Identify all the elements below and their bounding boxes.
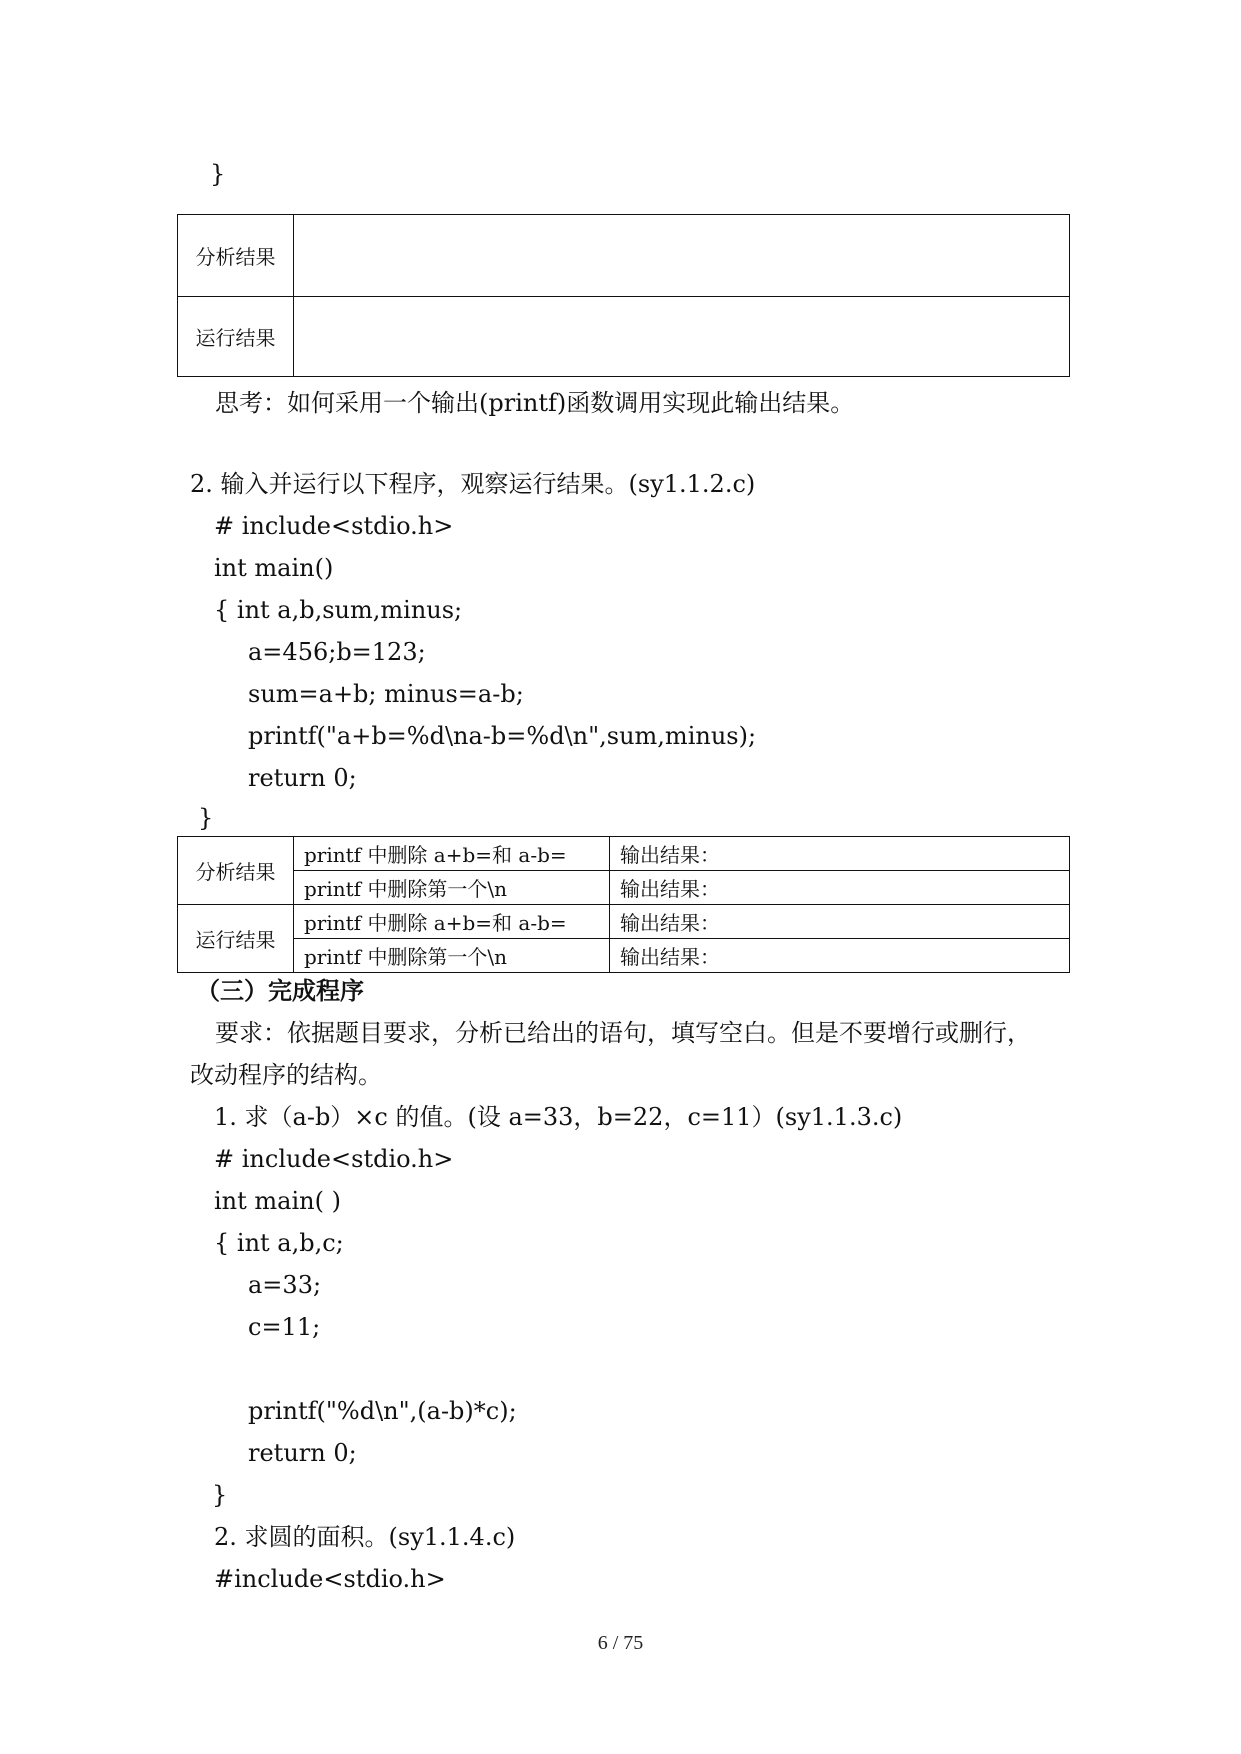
code-closing-brace: } [210, 160, 226, 188]
code-line: { int a,b,sum,minus; [214, 596, 463, 624]
page-number: 6 / 75 [597, 1632, 644, 1654]
table-row [178, 837, 1070, 871]
table-condition: printf 中删除 a+b=和 a-b= [294, 905, 610, 939]
table-row [178, 215, 1070, 297]
table-value-run [294, 297, 1070, 377]
code-line: return 0; [248, 764, 357, 792]
table-output: 输出结果： [610, 871, 1070, 905]
table-row [178, 939, 1070, 973]
table-label-run: 运行结果 [178, 297, 294, 377]
table-label-analysis: 分析结果 [178, 215, 294, 297]
table-row [178, 297, 1070, 377]
question-2-title: 2. 求圆的面积。(sy1.1.4.c) [214, 1523, 516, 1551]
table-output: 输出结果： [610, 837, 1070, 871]
section-2-title: 2. 输入并运行以下程序，观察运行结果。(sy1.1.2.c) [190, 470, 756, 498]
table-condition: printf 中删除 a+b=和 a-b= [294, 837, 610, 871]
code-line: #include<stdio.h> [214, 1565, 446, 1593]
code-line: int main( ) [214, 1187, 341, 1215]
code-line: } [212, 1481, 228, 1509]
code-line: int main() [214, 554, 334, 582]
table-row [178, 871, 1070, 905]
code-line: printf("a+b=%d\na-b=%d\n",sum,minus); [248, 722, 757, 750]
table-label-analysis: 分析结果 [178, 837, 294, 905]
table-output: 输出结果： [610, 939, 1070, 973]
code-line: # include<stdio.h> [214, 512, 454, 540]
section-heading: （三）完成程序 [196, 977, 364, 1005]
code-line: a=456;b=123; [248, 638, 426, 666]
think-question: 思考：如何采用一个输出(printf)函数调用实现此输出结果。 [215, 389, 855, 417]
code-line: } [198, 804, 214, 832]
table-output: 输出结果： [610, 905, 1070, 939]
table-label-run: 运行结果 [178, 905, 294, 973]
code-line: # include<stdio.h> [214, 1145, 454, 1173]
code-line: printf("%d\n",(a-b)*c); [248, 1397, 517, 1425]
code-line: return 0; [248, 1439, 357, 1467]
question-1-title: 1. 求（a-b）×c 的值。(设 a=33，b=22，c=11）(sy1.1.3.c) [214, 1103, 903, 1131]
code-line: c=11; [248, 1313, 321, 1341]
table-condition: printf 中删除第一个\n [294, 871, 610, 905]
result-table-1 [177, 214, 1070, 377]
requirement-line: 要求：依据题目要求，分析已给出的语句，填写空白。但是不要增行或删行， [215, 1019, 1031, 1047]
result-table-2 [177, 836, 1070, 973]
table-row [178, 905, 1070, 939]
requirement-line: 改动程序的结构。 [190, 1061, 382, 1089]
code-line: sum=a+b; minus=a-b; [248, 680, 524, 708]
table-condition: printf 中删除第一个\n [294, 939, 610, 973]
code-line: a=33; [248, 1271, 322, 1299]
table-value-analysis [294, 215, 1070, 297]
code-line: { int a,b,c; [214, 1229, 344, 1257]
